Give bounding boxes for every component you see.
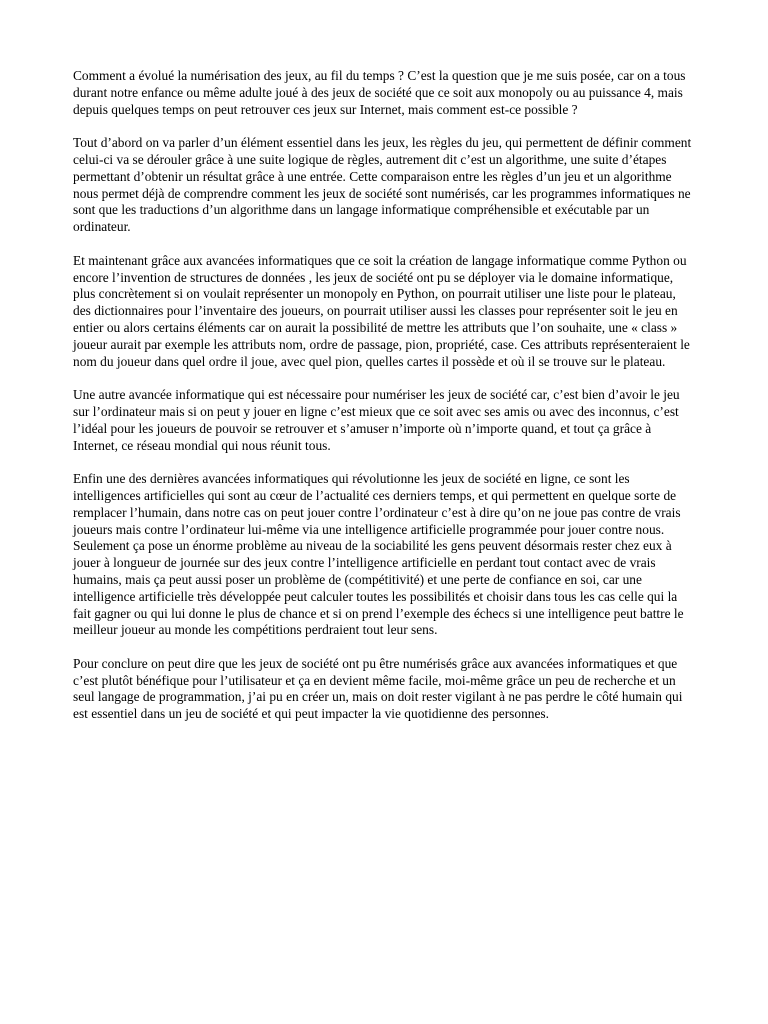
paragraph-intro: Comment a évolué la numérisation des jeux, au fil du temps ? C’est la question que je me suis posée, car on a tous durant notre enfance ou même adulte joué à des jeux de société que ce soit aux monopoly ou au puissance 4, mais depuis quelques temps on peut retrouver ces jeux sur Internet, mais comment est-ce possible ? xyxy=(73,68,686,117)
paragraph-python-structures: Et maintenant grâce aux avancées informatiques que ce soit la création de langage informatique comme Python ou encore l’invention de structures de données , les jeux de société ont pu se déployer via le domaine informatique, plus concrètement si on voulait représenter un monopoly en Python, on pourrait utiliser une liste pour le plateau, des dictionnaires pour l’inventaire des joueurs, on pourrait utiliser aussi les classes pour représenter soit le jeu en entier ou alors certains éléments car on aurait la possibilité de mettre les attributs que l’on souhaite, une « class » joueur aurait par exemple les attributs nom, ordre de passage, pion, propriété, case. Ces attributs représenteraient le nom du joueur dans quel ordre il joue, avec quel pion, quelles cartes il possède et où il se trouve sur le plateau. xyxy=(73,252,690,369)
paragraph-artificial-intelligence: Enfin une des dernières avancées informatiques qui révolutionne les jeux de société en ligne, ce sont les intelligences artificielles qui sont au cœur de l’actualité ces derniers temps, et qui permettent en quelque sorte de remplacer l’humain, dans notre cas on peut jouer contre l’ordinateur c’est à dire qu’on ne joue pas contre de vrais joueurs mais contre l’ordinateur lui-même via une intelligence artificielle programmée pour jouer contre nous. Seulement ça pose un énorme problème au niveau de la sociabilité les gens peuvent désormais rester chez eux à jouer à longueur de journée sur des jeux contre l’intelligence artificielle en perdant tout contact avec de vrais humains, mais ça peut aussi poser un problème de (compétitivité) et une perte de confiance en soi, car une intelligence artificielle très développée peut calculer toutes les possibilités et choisir dans tous les cas celle qui la fait gagner ou qui lui donne le plus de chance et si on prend l’exemple des échecs si une intelligence peut battre le meilleur joueur au monde les compétitions perdraient tout leur sens. xyxy=(73,471,684,638)
paragraph-rules-algorithm: Tout d’abord on va parler d’un élément essentiel dans les jeux, les règles du jeu, qui permettent de définir comment celui-ci va se dérouler grâce à une suite logique de règles, autrement dit c’est un algorithme, une suite d’étapes permettant d’obtenir un résultat grâce à une entrée. Cette comparaison entre les règles d’un jeu et un algorithme nous permet déjà de comprendre comment les jeux de société sont numérisés, car les programmes informatiques ne sont que les traductions d’un algorithme dans un langage informatique compréhensible et exécutable par un ordinateur. xyxy=(73,135,692,235)
document-page xyxy=(73,68,695,740)
paragraph-conclusion: Pour conclure on peut dire que les jeux de société ont pu être numérisés grâce aux avancées informatiques et que c’est plutôt bénéfique pour l’utilisateur et ça en devient même facile, moi-même grâce un peu de recherche et un seul langage de programmation, j’ai pu en créer un, mais on doit rester vigilant à ne pas perdre le côté humain qui est essentiel dans un jeu de société et qui peut impacter la vie quotidienne des personnes. xyxy=(73,655,683,722)
paragraph-internet: Une autre avancée informatique qui est nécessaire pour numériser les jeux de société car, c’est bien d’avoir le jeu sur l’ordinateur mais si on peut y jouer en ligne c’est mieux que ce soit avec ses amis ou avec des inconnus, c’est l’idéal pour les joueurs de pouvoir se retrouver et s’amuser n’importe où n’importe quand, et tout ça grâce à Internet, ce réseau mondial qui nous réunit tous. xyxy=(73,387,680,453)
